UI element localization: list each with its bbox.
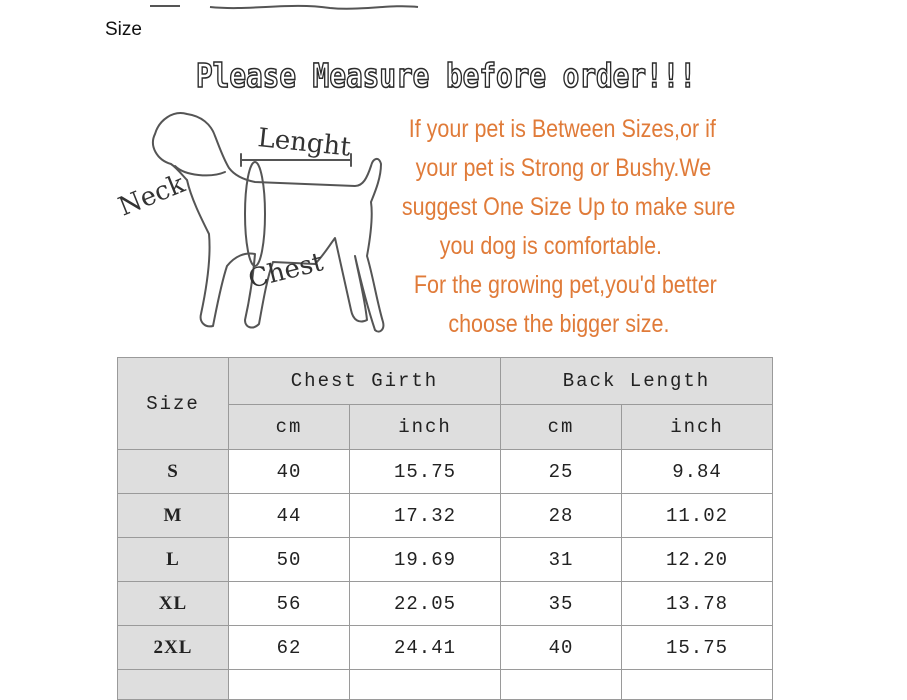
table-header-row bbox=[118, 358, 773, 405]
size-cell: L bbox=[118, 538, 229, 582]
size-cell: S bbox=[118, 450, 229, 494]
chest-inch-cell: 17.32 bbox=[350, 494, 501, 538]
chest-cm-cell: 40 bbox=[229, 450, 350, 494]
dog-measure-diagram bbox=[115, 106, 390, 341]
chest-girth-header: Chest Girth bbox=[229, 358, 501, 405]
chest-cm-cell: 50 bbox=[229, 538, 350, 582]
chest-inch-cell: 19.69 bbox=[350, 538, 501, 582]
table-row bbox=[118, 582, 773, 626]
measure-headline bbox=[196, 56, 716, 96]
back-inch-cell: 13.78 bbox=[622, 582, 773, 626]
section-label: Size bbox=[105, 19, 142, 40]
table-row bbox=[118, 626, 773, 670]
table-row-partial bbox=[118, 670, 773, 700]
chest-cm-cell: 56 bbox=[229, 582, 350, 626]
back-inch-cell: 11.02 bbox=[622, 494, 773, 538]
unit-header: cm bbox=[229, 405, 350, 450]
chest-inch-cell: 24.41 bbox=[350, 626, 501, 670]
chest-label: Chest bbox=[245, 247, 327, 295]
back-inch-cell: 9.84 bbox=[622, 450, 773, 494]
back-inch-cell: 15.75 bbox=[622, 626, 773, 670]
table-row bbox=[118, 538, 773, 582]
back-length-header: Back Length bbox=[501, 358, 773, 405]
note-line: For the growing pet,you'd better bbox=[413, 271, 717, 299]
back-inch-cell: 12.20 bbox=[622, 538, 773, 582]
length-label: Lenght bbox=[256, 123, 353, 163]
chest-cm-cell: 44 bbox=[229, 494, 350, 538]
back-cm-cell: 25 bbox=[501, 450, 622, 494]
unit-header: cm bbox=[501, 405, 622, 450]
size-column-header: Size bbox=[118, 358, 229, 450]
note-line: your pet is Strong or Bushy.We bbox=[415, 154, 712, 182]
note-line: If your pet is Between Sizes,or if bbox=[408, 115, 716, 143]
chest-inch-cell: 22.05 bbox=[350, 582, 501, 626]
unit-header: inch bbox=[622, 405, 773, 450]
size-cell: M bbox=[118, 494, 229, 538]
back-cm-cell: 40 bbox=[501, 626, 622, 670]
sizing-advice-note bbox=[395, 110, 736, 344]
note-line: suggest One Size Up to make sure bbox=[401, 193, 736, 221]
size-table bbox=[117, 357, 773, 700]
note-line: choose the bigger size. bbox=[448, 310, 670, 338]
back-cm-cell: 35 bbox=[501, 582, 622, 626]
size-cell: 2XL bbox=[118, 626, 229, 670]
chest-cm-cell: 62 bbox=[229, 626, 350, 670]
note-line: you dog is comfortable. bbox=[439, 232, 663, 260]
back-cm-cell: 31 bbox=[501, 538, 622, 582]
neck-label: Neck bbox=[114, 169, 190, 223]
unit-header: inch bbox=[350, 405, 501, 450]
table-row bbox=[118, 450, 773, 494]
size-cell: XL bbox=[118, 582, 229, 626]
headline-text: Please Measure before order!!! bbox=[196, 56, 696, 95]
table-row bbox=[118, 494, 773, 538]
back-cm-cell: 28 bbox=[501, 494, 622, 538]
chest-inch-cell: 15.75 bbox=[350, 450, 501, 494]
